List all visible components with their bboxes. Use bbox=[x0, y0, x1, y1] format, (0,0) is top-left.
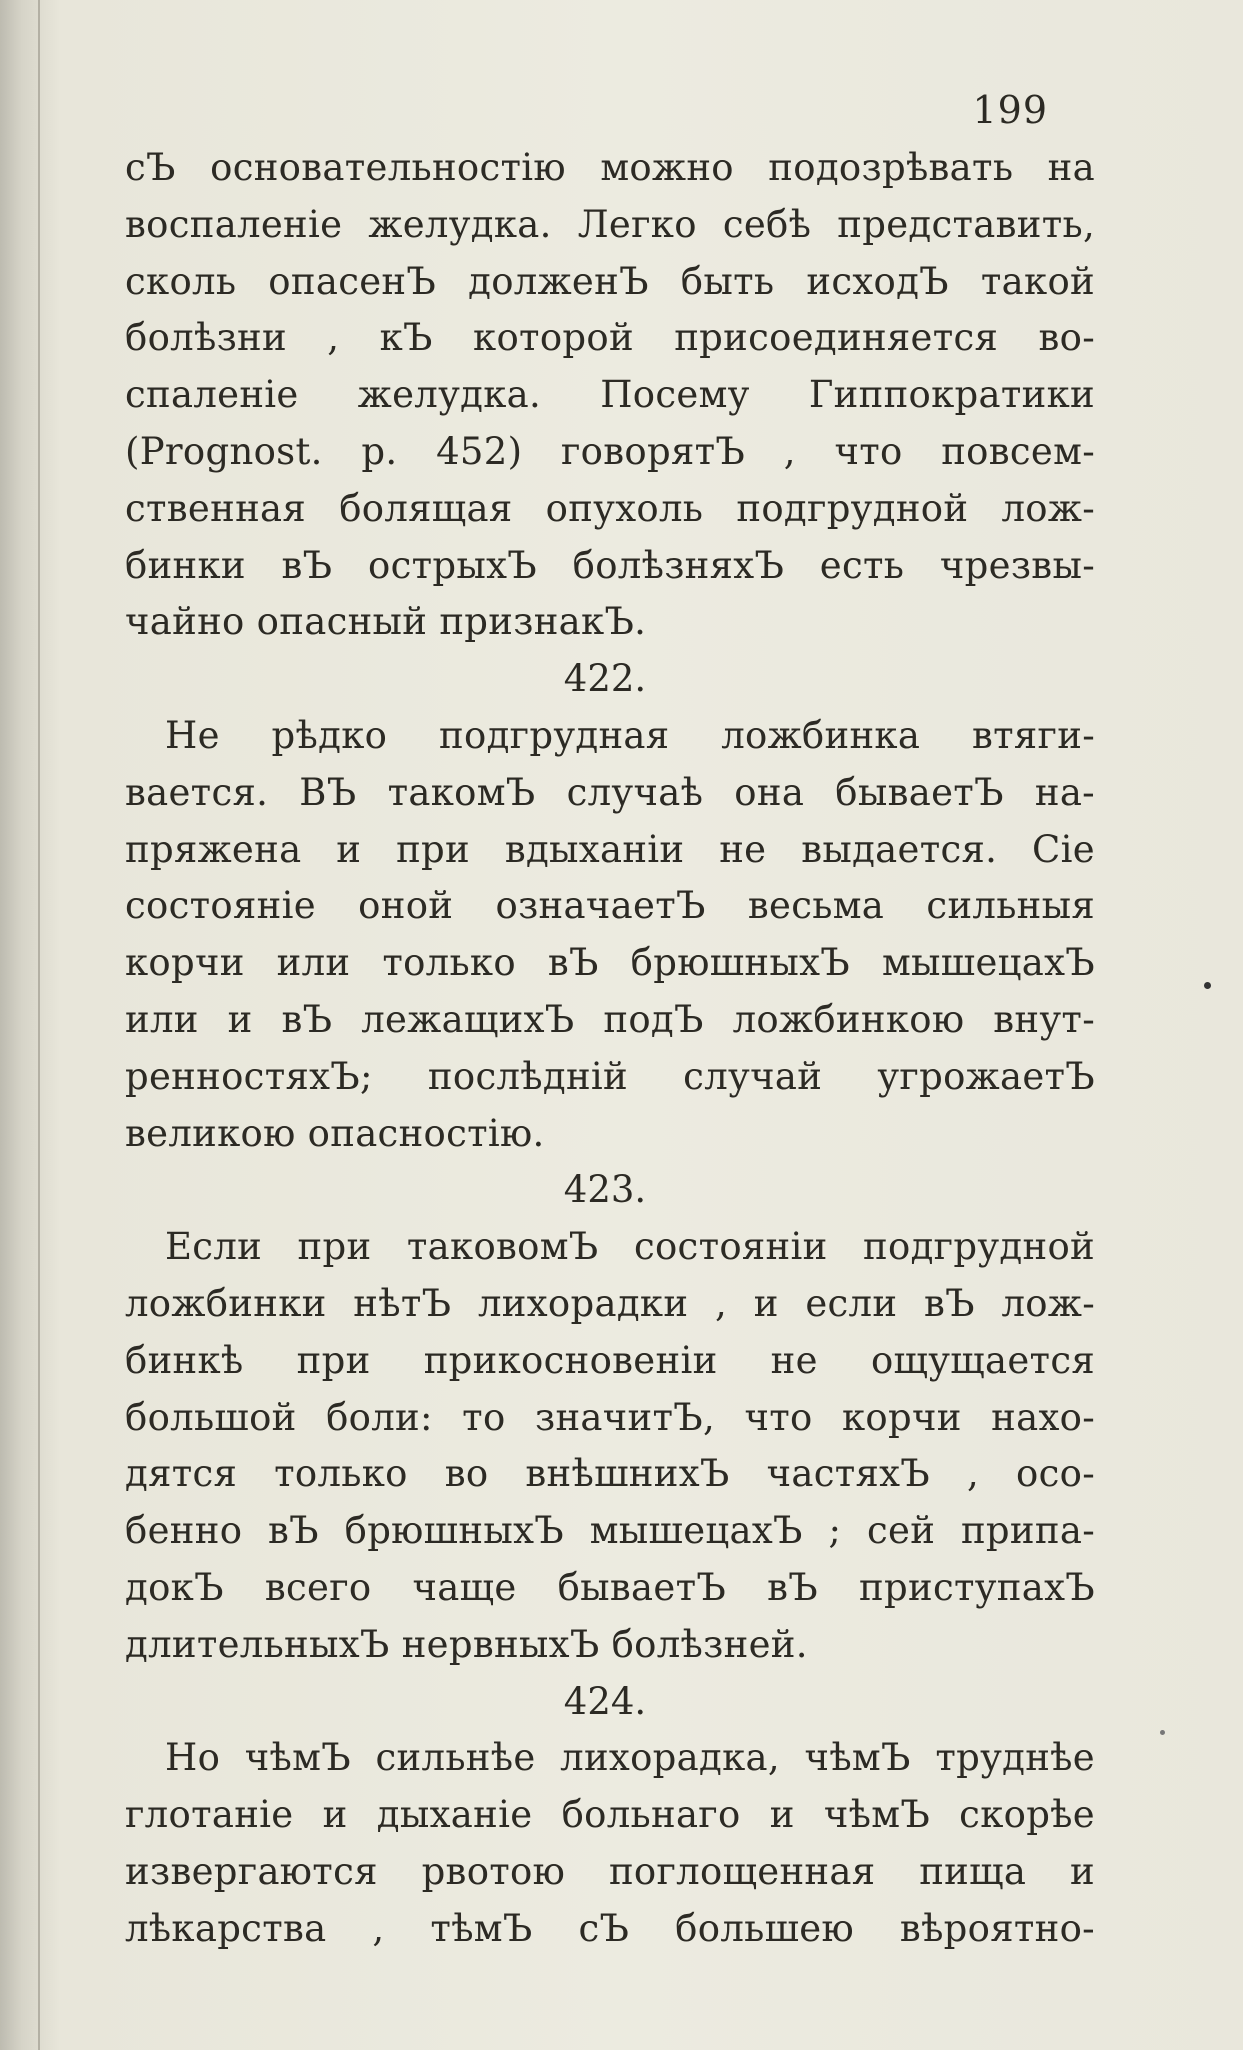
text-line: великою опасностію. bbox=[125, 1111, 545, 1155]
paragraph-423 bbox=[125, 1219, 1095, 1673]
section-number: 423. bbox=[563, 1168, 647, 1212]
text-body bbox=[125, 140, 1095, 1958]
section-number: 422. bbox=[563, 657, 647, 701]
text-line: большой боли: то значитЪ, что корчи нахо- bbox=[125, 1395, 1095, 1439]
paragraph-continued bbox=[125, 140, 1095, 651]
paragraph-424 bbox=[125, 1730, 1095, 1957]
text-line: сЪ основательностію можно подозрѣвать на bbox=[125, 146, 1095, 189]
text-line: длительныхЪ нервныхЪ болѣзней. bbox=[125, 1622, 808, 1666]
text-line: корчи или только вЪ брюшныхЪ мышецахЪ bbox=[125, 941, 1095, 985]
text-line: ственная болящая опухоль подгрудной лож- bbox=[125, 486, 1095, 530]
text-line: ложбинки нѣтЪ лихорадки , и если вЪ лож- bbox=[125, 1281, 1095, 1325]
binding-gutter bbox=[38, 0, 40, 2050]
text-line: сколь опасенЪ долженЪ быть исходЪ такой bbox=[125, 259, 1095, 303]
text-line: лѣкарства , тѣмЪ сЪ большею вѣроятно- bbox=[125, 1906, 1095, 1950]
paper-speck bbox=[1204, 982, 1211, 989]
text-line: глотаніе и дыханіе больнаго и чѣмЪ скорѣе bbox=[125, 1793, 1095, 1837]
text-line: бенно вЪ брюшныхЪ мышецахЪ ; сей припа- bbox=[125, 1509, 1095, 1553]
paragraph-422 bbox=[125, 708, 1095, 1162]
paper-speck bbox=[1160, 1730, 1165, 1735]
text-line: извергаются рвотою поглощенная пища и bbox=[125, 1849, 1095, 1893]
text-line: бинкѣ при прикосновеніи не ощущается bbox=[125, 1338, 1095, 1382]
text-line: Но чѣмЪ сильнѣе лихорадка, чѣмЪ труднѣе bbox=[165, 1736, 1095, 1780]
text-line: воспаленіе желудка. Легко себѣ представить, bbox=[125, 202, 1095, 246]
section-number: 424. bbox=[563, 1679, 647, 1723]
text-line: докЪ всего чаще бываетЪ вЪ приступахЪ bbox=[125, 1565, 1095, 1609]
text-line: Не рѣдко подгрудная ложбинка втяги- bbox=[165, 713, 1095, 757]
text-line: чайно опасный признакЪ. bbox=[125, 600, 647, 644]
text-line: бинки вЪ острыхЪ болѣзняхЪ есть чрезвы- bbox=[125, 543, 1095, 587]
text-line: ренностяхЪ; послѣдній случай угрожаетЪ bbox=[125, 1054, 1095, 1098]
text-line: болѣзни , кЪ которой присоединяется во- bbox=[125, 316, 1095, 360]
text-line: пряжена и при вдыханіи не выдается. Сіе bbox=[125, 827, 1095, 871]
text-line: или и вЪ лежащихЪ подЪ ложбинкою внут- bbox=[125, 997, 1095, 1041]
text-line: вается. ВЪ такомЪ случаѣ она бываетЪ на- bbox=[125, 770, 1095, 814]
text-line: Если при таковомЪ состояніи подгрудной bbox=[165, 1225, 1095, 1269]
text-line: состояніе оной означаетЪ весьма сильныя bbox=[125, 884, 1095, 928]
text-line: (Prognost. p. 452) говорятЪ , что повсем- bbox=[125, 429, 1095, 473]
text-line: дятся только во внѣшнихЪ частяхЪ , осо- bbox=[125, 1452, 1095, 1496]
page-number: 199 bbox=[972, 88, 1048, 132]
text-line: спаленіе желудка. Посему Гиппократики bbox=[125, 373, 1095, 417]
